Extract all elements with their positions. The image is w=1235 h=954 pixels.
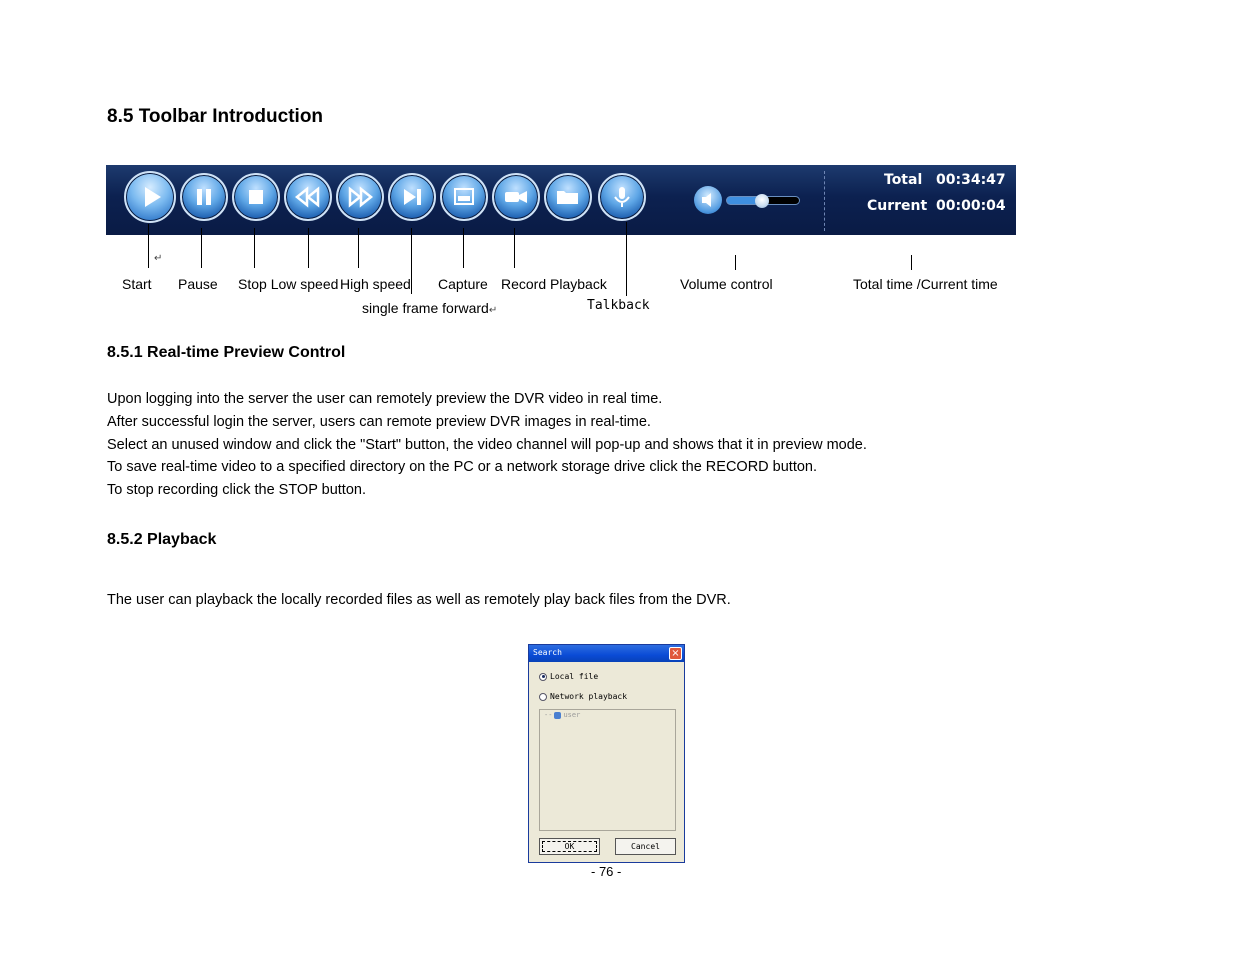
current-time-value: 00:00:04 [936, 198, 1006, 214]
section-heading: 8.5 Toolbar Introduction [107, 106, 324, 127]
paragraph-line: To stop recording click the STOP button. [107, 482, 366, 499]
search-dialog [528, 644, 685, 863]
label-volume-control: Volume control [680, 276, 773, 292]
radio-icon [539, 693, 547, 701]
paragraph-line: Upon logging into the server the user can remotely preview the DVR video in real time. [107, 391, 663, 407]
close-icon[interactable]: × [669, 647, 682, 660]
local-file-radio[interactable]: Local file [539, 672, 598, 681]
paragraph-line: Select an unused window and click the "Start" button, the video channel will pop-up and shows that it in preview mode. [107, 436, 867, 453]
folder-icon [546, 175, 590, 219]
tree-item-user[interactable]: -- user [544, 711, 581, 719]
fast-forward-icon [338, 175, 382, 219]
leader-line [735, 255, 736, 270]
label-single-frame-forward: single frame forward↵ [362, 300, 498, 316]
volume-slider-thumb[interactable] [755, 194, 769, 208]
single-frame-forward-button[interactable] [388, 173, 436, 221]
preview-paragraph [107, 388, 867, 502]
playback-button[interactable] [544, 173, 592, 221]
leader-line [148, 224, 149, 268]
subsection-title-playback: 8.5.2 Playback [107, 531, 217, 548]
dialog-title-bar [529, 645, 684, 662]
leader-line [911, 255, 912, 270]
current-time-label: Current [867, 198, 928, 214]
microphone-icon [600, 175, 644, 219]
high-speed-button[interactable] [336, 173, 384, 221]
stop-icon [234, 175, 278, 219]
leader-line [308, 228, 309, 268]
pause-icon [182, 175, 226, 219]
radio-selected-icon [539, 673, 547, 681]
total-time-label: Total [884, 172, 923, 188]
leader-line [201, 228, 202, 268]
leader-line [626, 222, 627, 296]
paragraph-line: To save real-time video to a specified directory on the PC or a network storage drive click the RECORD button. [107, 459, 818, 476]
leader-line [254, 228, 255, 268]
label-start: Start [122, 276, 152, 292]
speaker-icon[interactable] [694, 186, 722, 214]
subsection-title-preview: 8.5.1 Real-time Preview Control [107, 344, 346, 361]
label-record-playback: Record Playback [501, 276, 607, 292]
play-icon [126, 173, 174, 221]
user-group-icon [554, 712, 561, 719]
leader-line [463, 228, 464, 268]
toolbar-divider [824, 171, 825, 231]
capture-button[interactable] [440, 173, 488, 221]
start-button[interactable] [124, 171, 176, 223]
page-number: - 76 - [591, 864, 622, 879]
paragraph-line: After successful login the server, users can remote preview DVR images in real-time. [107, 413, 651, 430]
low-speed-button[interactable] [284, 173, 332, 221]
file-tree[interactable] [539, 709, 676, 831]
total-time-value: 00:34:47 [936, 172, 1006, 188]
record-icon [494, 175, 538, 219]
return-mark: ↵ [154, 253, 163, 264]
network-playback-radio[interactable]: Network playback [539, 692, 627, 701]
record-button[interactable] [492, 173, 540, 221]
dialog-title: Search [533, 648, 562, 657]
label-total-current-time: Total time /Current time [853, 276, 998, 292]
label-capture: Capture [438, 276, 488, 292]
rewind-icon [286, 175, 330, 219]
label-stop-low-speed: Stop Low speed [238, 276, 339, 292]
pause-button[interactable] [180, 173, 228, 221]
ok-button[interactable]: OK [539, 838, 600, 855]
leader-line [411, 228, 412, 294]
leader-line [358, 228, 359, 268]
leader-line [514, 228, 515, 268]
playback-paragraph: The user can playback the locally recorded files as well as remotely play back files from the DVR. [107, 592, 731, 608]
cancel-button[interactable]: Cancel [615, 838, 676, 855]
label-talkback: Talkback [587, 298, 650, 313]
skip-forward-icon [390, 175, 434, 219]
talkback-button[interactable] [598, 173, 646, 221]
label-high-speed: High speed [340, 276, 411, 292]
label-pause: Pause [178, 276, 218, 292]
camera-icon [442, 175, 486, 219]
toolbar [106, 165, 1016, 235]
stop-button[interactable] [232, 173, 280, 221]
